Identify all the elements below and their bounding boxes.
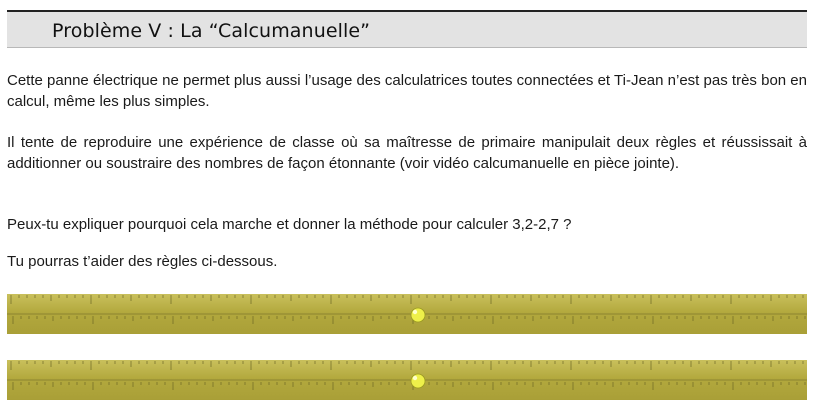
ruler-bead-highlight bbox=[413, 376, 417, 380]
ruler-ticks-bottom bbox=[7, 360, 807, 400]
ruler-bead bbox=[411, 374, 425, 388]
ruler-ticks-top bbox=[7, 294, 807, 334]
ruler-bead-highlight bbox=[413, 310, 417, 314]
paragraph-hint: Tu pourras t’aider des règles ci-dessous. bbox=[7, 253, 278, 270]
problem-header bbox=[7, 10, 807, 48]
paragraph-intro: Cette panne électrique ne permet plus aussi l’usage des calculatrices toutes connectées et Ti-Jean n’est pas très bon en calcul, même les plus simples. bbox=[7, 72, 807, 110]
problem-title: Problème V : La “Calcumanuelle” bbox=[52, 20, 371, 42]
ruler-photo-bottom bbox=[7, 360, 807, 400]
ruler-bead bbox=[411, 308, 425, 322]
paragraph-experiment: Il tente de reproduire une expérience de classe où sa maîtresse de primaire manipulait deux règles et réussissait à additionner ou soustraire des nombres de façon étonnante (voir vidéo calcumanuelle en pièce jointe). bbox=[7, 134, 807, 172]
ruler-photo-top bbox=[7, 294, 807, 334]
paragraph-question: Peux-tu expliquer pourquoi cela marche et donner la méthode pour calculer 3,2-2,7 ? bbox=[7, 216, 572, 233]
